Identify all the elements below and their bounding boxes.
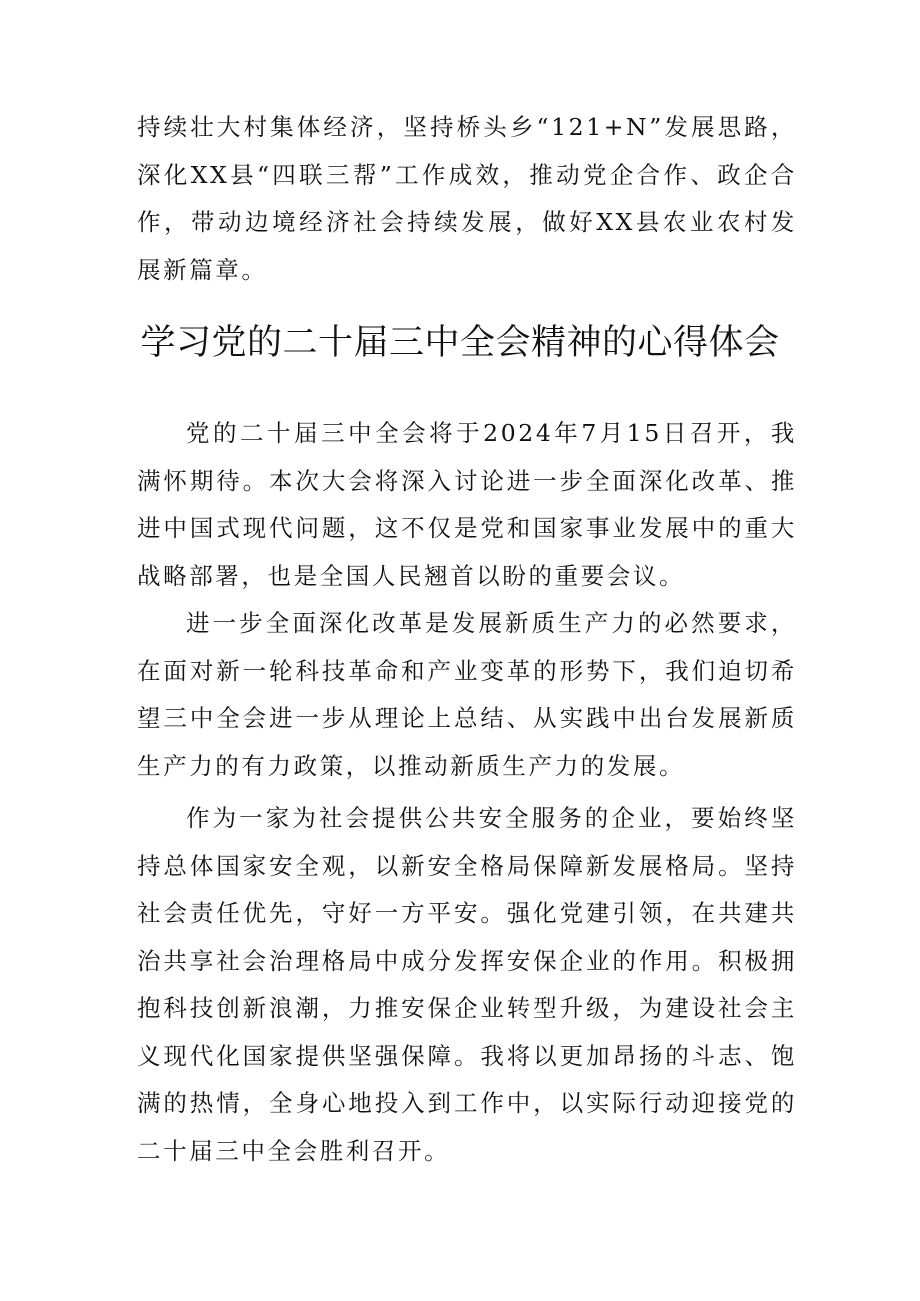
continuation-paragraph: 持续壮大村集体经济，坚持桥头乡“121+N”发展思路，深化XX县“四联三帮”工作成效，推动党企合作、政企合作，带动边境经济社会持续发展，做好XX县农业农村发展新篇章。 bbox=[137, 113, 797, 284]
paragraph-1: 党的二十届三中全会将于2024年7月15日召开，我满怀期待。本次大会将深入讨论进一步全面深化改革、推进中国式现代问题，这不仅是党和国家事业发展中的重大战略部署，也是全国人民翘首以盼的重要会议。 bbox=[137, 419, 797, 590]
paragraph-2: 进一步全面深化改革是发展新质生产力的必然要求，在面对新一轮科技革命和产业变革的形势下，我们迫切希望三中全会进一步从理论上总结、从实践中出台发展新质生产力的有力政策，以推动新质生产力的发展。 bbox=[137, 609, 797, 780]
paragraph-3: 作为一家为社会提供公共安全服务的企业，要始终坚持总体国家安全观，以新安全格局保障新发展格局。坚持社会责任优先，守好一方平安。强化党建引领，在共建共治共享社会治理格局中成分发挥安保企业的作用。积极拥抱科技创新浪潮，力推安保企业转型升级，为建设社会主义现代化国家提供坚强保障。我将以更加昂扬的斗志、饱满的热情，全身心地投入到工作中，以实际行动迎接党的二十届三中全会胜利召开。 bbox=[137, 804, 797, 1165]
document-title: 学习党的二十届三中全会精神的心得体会 bbox=[140, 323, 780, 363]
